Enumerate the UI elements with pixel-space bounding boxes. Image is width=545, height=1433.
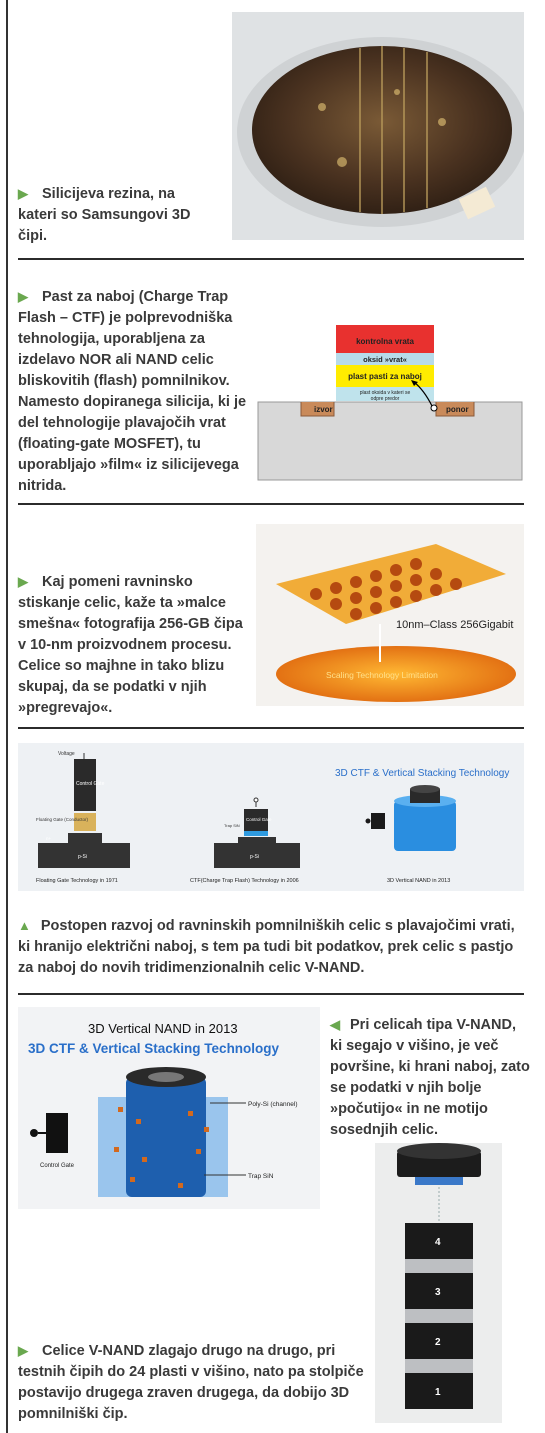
ctf-layer-tunnel-label-1: plast oksida v kateri se — [359, 390, 411, 396]
voltage-label: Voltage — [58, 751, 75, 757]
ctf-drain-label: ponor — [446, 405, 469, 414]
vnand-slide-image — [18, 1007, 320, 1209]
triangle-up-icon: ▲ — [18, 918, 31, 933]
stack-caption: ▶ Celice V-NAND zlagajo drugo na drugo, pri testnih čipih do 24 plasti v višino, nato pa stolpiče postavijo drugega zraven drugega, da dobijo 3D pomnilniški čip. — [18, 1343, 364, 1422]
vnand-slide-subtitle: 3D CTF & Vertical Stacking Technology — [28, 1041, 280, 1056]
triangle-right-icon: ▶ — [18, 289, 28, 304]
stack-image — [375, 1143, 502, 1423]
wafer-photo — [232, 12, 524, 240]
sidebar-line — [6, 0, 8, 1433]
psi-label-2006: p-Si — [250, 854, 259, 860]
vnand-control-gate-label: Control Gate — [40, 1163, 75, 1169]
divider — [18, 503, 524, 505]
vnand-caption: ◀ Pri celicah tipa V-NAND, ki segajo v višino, je več površine, ki hrani naboj, zato se podatki v njih bolje »počutijo« in ne motijo sosednjih celic. — [330, 1017, 530, 1138]
control-gate-label: Control Gate — [76, 781, 105, 787]
evolution-slide — [18, 743, 524, 891]
ctf-layer-control-label: kontrolna vrata — [356, 337, 414, 346]
psi-label-1971: p-Si — [78, 854, 87, 860]
trap-sin-label: Trap SiN — [248, 1173, 274, 1180]
evolution-title: 3D CTF & Vertical Stacking Technology — [335, 768, 510, 779]
caption-1971: Floating Gate Technology in 1971 — [36, 878, 118, 884]
triangle-right-icon: ▶ — [18, 186, 28, 201]
caption-2013: 3D Vertical NAND in 2013 — [387, 878, 451, 884]
vnand-slide — [18, 1007, 320, 1209]
divider — [18, 993, 524, 995]
control-gate-label-2006: Control Gate — [246, 817, 272, 822]
divider — [18, 727, 524, 729]
wafer-image — [232, 12, 524, 240]
ctf-source-label: izvor — [314, 405, 333, 414]
evolution-caption: ▲ Postopen razvoj od ravninskih pomnilniških celic s plavajočimi vrati, ki hranijo električni naboj, s tem pa tudi bit podatkov, prek celic s pastjo za naboj do novih tridimenzionalnih celic V-NAND. — [18, 918, 515, 976]
chip-class-label: 10nm–Class 256Gigabit — [396, 619, 514, 631]
stack-layer-label: 4 — [435, 1237, 441, 1248]
poly-si-label: Poly-Si (channel) — [248, 1101, 298, 1108]
stack-layer-label: 1 — [435, 1387, 441, 1398]
floating-gate-label: Floating Gate (Conductor) — [36, 817, 89, 822]
ctf-layer-trap-label: plast pasti za naboj — [348, 372, 422, 381]
trap-sin-label-2006: Trap SiN — [224, 823, 240, 828]
ctf-caption: ▶ Past za naboj (Charge Trap Flash – CTF) je polprevodniška tehnologija, uporabljena za izdelavo NOR ali NAND celic bliskovitih (flash) pomnilnikov. Namesto dopiranega silicija, ki je del tehnologije plavajočih vrat (floating-gate MOSFET), tu uporabljajo »film« iz silicijevega nitrida. — [18, 289, 247, 494]
ctf-layer-oxide-label: oksid »vrat« — [363, 355, 407, 364]
ctf-layer-tunnel-label-2: odpre predor — [370, 396, 400, 402]
wafer-caption: ▶ Silicijeva rezina, na kateri so Samsungovi 3D čipi. — [18, 186, 191, 244]
evolution-slide-image — [18, 743, 524, 891]
stack-layer-label: 3 — [435, 1287, 441, 1298]
divider — [18, 258, 524, 260]
ctf-diagram-image — [256, 320, 524, 482]
chip-photo — [256, 524, 524, 706]
chip-image — [256, 524, 524, 706]
nplus-label-1971: n+ — [46, 836, 52, 841]
scaling-caption: ▶ Kaj pomeni ravninsko stiskanje celic, kaže ta »malce smešna« fotografija 256-GB čipa v 10-nm proizvodnem procesu. Celice so majhne in tako blizu skupaj, da se podatki v njih »pregrevajo«. — [18, 574, 243, 716]
vnand-slide-title: 3D Vertical NAND in 2013 — [88, 1021, 238, 1036]
stack-layer-label: 2 — [435, 1337, 441, 1348]
stack-photo — [375, 1143, 502, 1423]
chip-limit-label: Scaling Technology Limitation — [326, 670, 438, 680]
ctf-diagram — [256, 320, 524, 482]
triangle-left-icon: ◀ — [330, 1017, 340, 1032]
triangle-right-icon: ▶ — [18, 1343, 28, 1358]
caption-2006: CTF(Charge Trap Flash) Technology in 2006 — [190, 878, 299, 884]
triangle-right-icon: ▶ — [18, 574, 28, 589]
